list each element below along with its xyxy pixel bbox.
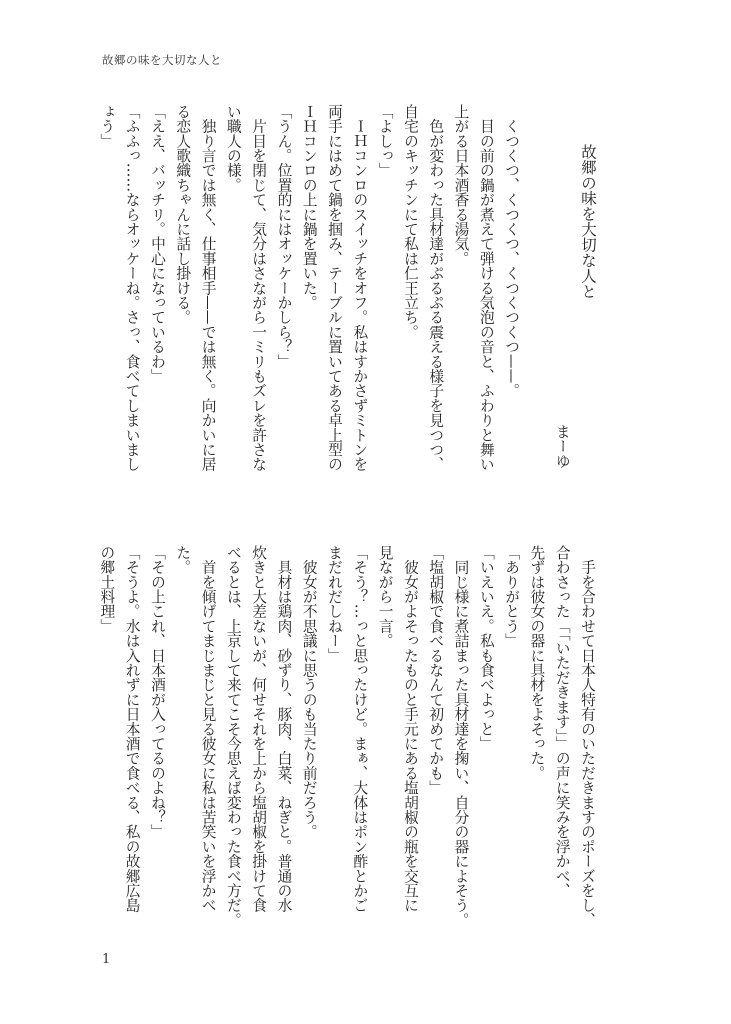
text-column: 彼女が不思議に思うのも当たり前だろう。 <box>300 545 318 839</box>
text-tier-bottom <box>94 545 600 928</box>
text-column: 具材は鶏肉、砂ずり、豚肉、白菜、ねぎと。普通の水 <box>275 545 293 913</box>
text-column: 見ながら一言。 <box>376 545 394 648</box>
text-column: 自宅のキッチンにて私は仁王立ち。 <box>401 104 419 340</box>
text-column: 先ずは彼女の器に具材をよそった。 <box>528 545 546 781</box>
text-column: 炊きと大差ないが、何せそれを上から塩胡椒を掛けて食 <box>250 545 268 913</box>
text-column: る恋人歌織ちゃんに話し掛ける。 <box>174 104 192 325</box>
text-column: 合わさった「「いただきます」」の声に笑みを浮かべ、 <box>553 545 571 898</box>
text-column: ＩＨコンロのスイッチをオフ。私はすかさずミトンを <box>351 104 369 472</box>
text-column: の郷土料理」 <box>98 545 116 634</box>
text-column: くつくつ、くつくつ、くつくつくつ——。 <box>503 104 521 398</box>
text-column: た。 <box>174 545 192 575</box>
text-column: 「いえいえ。私も食べよっと」 <box>477 545 495 751</box>
page-number: 1 <box>102 952 111 967</box>
text-column: 「うん。位置的にはオッケーかしら？」 <box>275 104 293 369</box>
text-column: 独り言では無く、仕事相手——では無く。向かいに居 <box>199 104 217 472</box>
text-column: 両手にはめて鍋を掴み、テーブルに置いてある卓上型の <box>326 104 344 472</box>
text-column: 目の前の鍋が煮えて弾ける気泡の音と、ふわりと舞い <box>477 104 495 472</box>
text-column: 上がる日本酒香る湯気。 <box>452 104 470 266</box>
text-column: 「塩胡椒で食べるなんて初めてかも」 <box>427 545 445 795</box>
text-column: べるとは、上京して来てこそ今思えば変わった食べ方だ。 <box>224 545 242 928</box>
text-column: 同じ様に煮詰まった具材達を掬い、自分の器によそう。 <box>452 545 470 928</box>
text-column: ょう」 <box>98 104 116 149</box>
text-column: 「ありがとう」 <box>503 545 521 648</box>
text-column: 片目を閉じて、気分はさながら一ミリもズレを許さな <box>250 104 268 472</box>
text-column: 「ええ、バッチリ。中心になっているわ」 <box>148 104 166 384</box>
text-column: い職人の様。 <box>224 104 242 193</box>
text-column: 手を合わせて日本人特有のいただきますのポーズをし、 <box>579 545 596 928</box>
blank-line <box>524 104 549 474</box>
author-name: まーゆ <box>553 423 571 468</box>
story-title: 故郷の味を大切な人と <box>579 144 597 299</box>
text-tier-top <box>94 104 600 474</box>
text-column: 首を傾げてまじまじと見る彼女に私は苦笑いを浮かべ <box>199 545 217 913</box>
text-column: ＩＨコンロの上に鍋を置いた。 <box>300 104 318 310</box>
text-column: 色が変わった具材達がぷるぷる震える様子を見つつ、 <box>427 104 445 472</box>
text-column: 彼女がよそったものと手元にある塩胡椒の瓶を交互に <box>401 545 419 913</box>
text-column: 「ふふっ……ならオッケーね。さっ、食べてしまいまし <box>123 104 141 472</box>
text-column: 「よしっ」 <box>376 104 394 178</box>
text-column: 「その上これ、日本酒が入ってるのよね？」 <box>148 545 166 839</box>
text-column: 「そう？…っと思ったけど。まぁ、大体はポン酢とかご <box>351 545 369 913</box>
text-column: 「そうよ。水は入れずに日本酒で食べる、私の故郷広島 <box>123 545 141 913</box>
running-head: 故郷の味を大切な人と <box>102 53 222 67</box>
text-column: まだれだしねー」 <box>326 545 344 663</box>
